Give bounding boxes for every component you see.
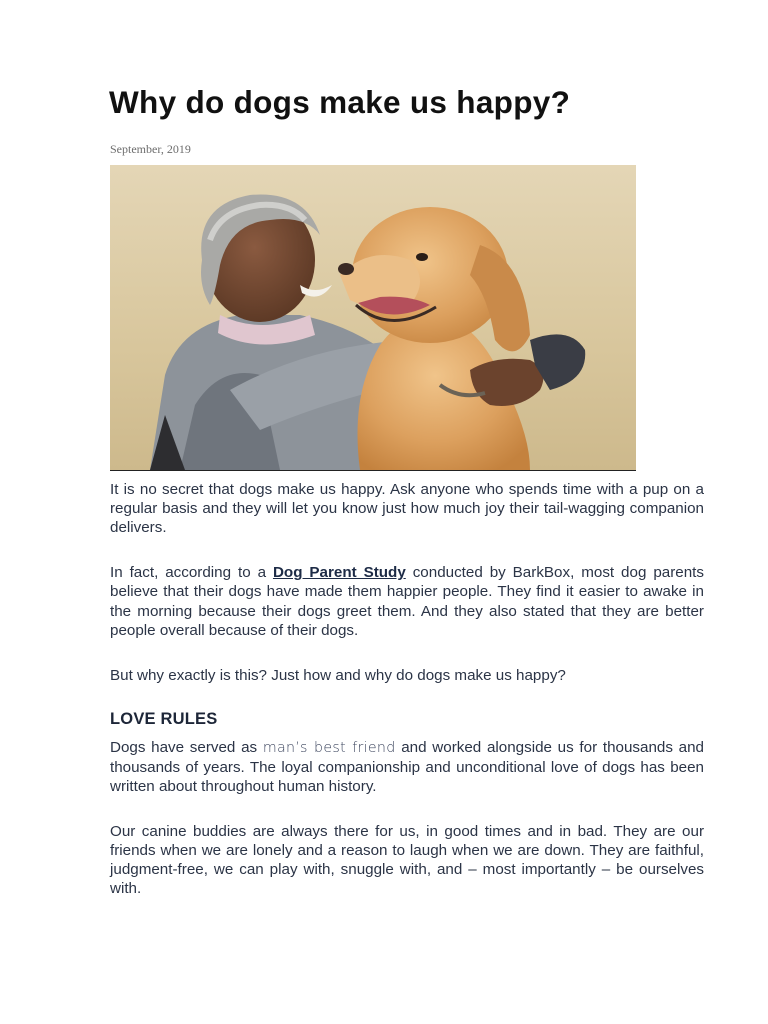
woman-with-dog-photo — [110, 165, 636, 471]
paragraph-history — [110, 738, 704, 797]
paragraph-buddies: Our canine buddies are always there for us, in good times and in bad. They are our friends when we are lonely and a reason to laugh when we are down. They are faithful, judgment-free, we can play with, snuggle with, and – most importantly – be ourselves with. — [110, 822, 704, 898]
paragraph-text: Dogs have served as — [110, 738, 263, 756]
paragraph-study — [110, 563, 704, 640]
paragraph-text: conducted by BarkBox, most dog parents believe that their dogs have made them happier people. They find it easier to awake in the morning because their dogs greet them. And they also stated that they are better people overall because of their dogs. — [110, 564, 704, 639]
best-friend-phrase: man’s best friend — [262, 739, 396, 756]
page-title: Why do dogs make us happy? — [109, 84, 571, 120]
dog-parent-study-link[interactable]: Dog Parent Study — [272, 564, 406, 582]
paragraph-intro: It is no secret that dogs make us happy. Ask anyone who spends time with a pup on a regular basis and they will let you know just how much joy their tail-wagging companion delivers. — [110, 481, 704, 537]
paragraph-question: But why exactly is this? Just how and why do dogs make us happy? — [110, 666, 566, 684]
paragraph-text: In fact, according to a — [110, 564, 273, 582]
section-heading: LOVE RULES — [110, 710, 218, 729]
article-body — [110, 480, 704, 924]
paragraph-text: and worked alongside us for thousands and thousands of years. The loyal companionship and unconditional love of dogs has been written about throughout human history. — [110, 738, 704, 796]
publish-date: September, 2019 — [110, 142, 191, 156]
